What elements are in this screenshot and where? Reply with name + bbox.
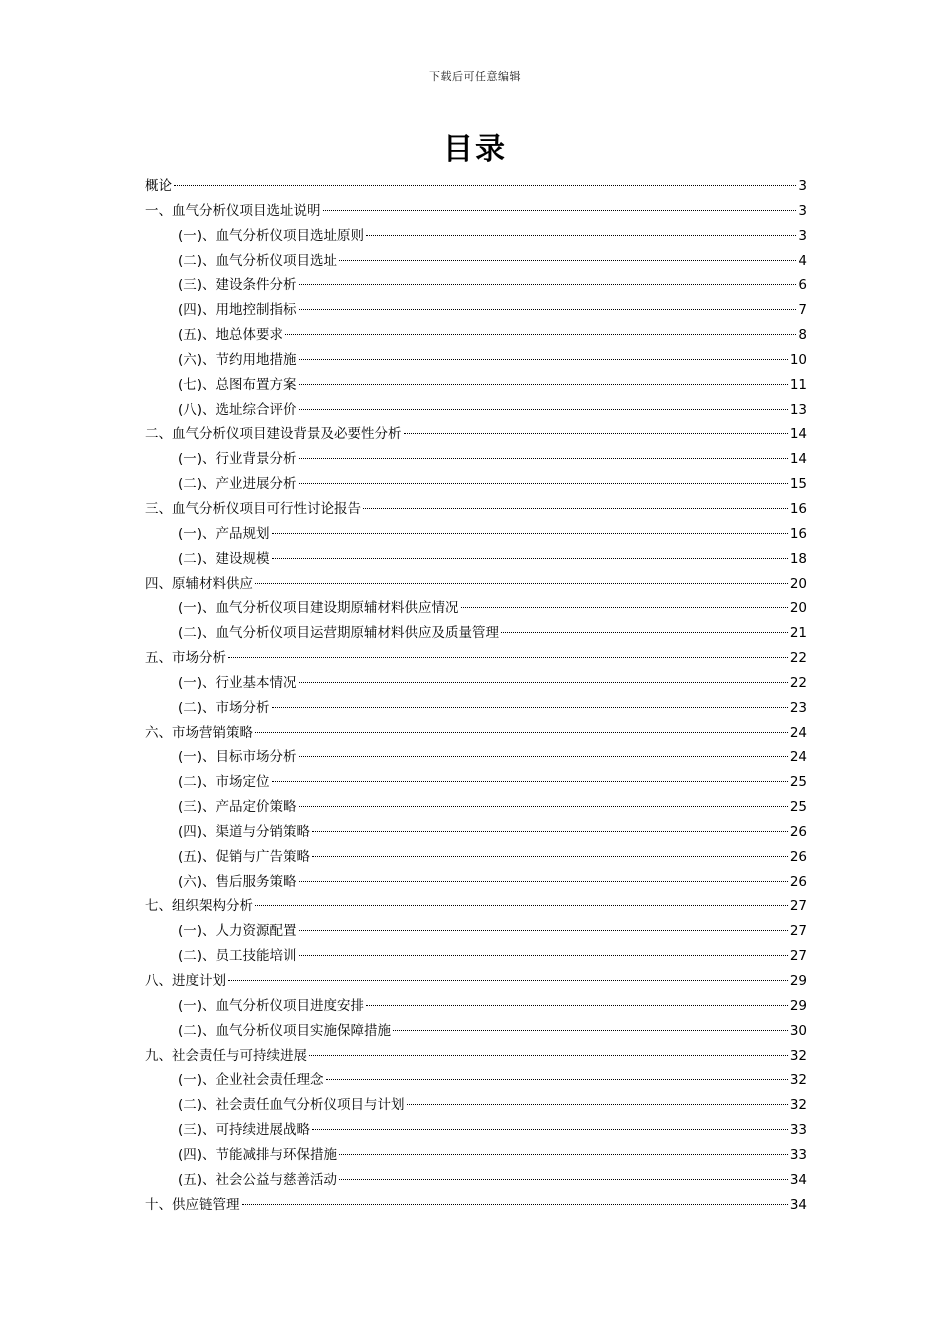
toc-dot-leader xyxy=(255,732,788,733)
toc-entry[interactable] xyxy=(145,919,807,944)
toc-entry-page-number: 26 xyxy=(789,873,807,890)
toc-entry-page-number: 7 xyxy=(798,302,807,319)
toc-entry-label: (五)、地总体要求 xyxy=(178,327,284,344)
toc-entry-page-number: 16 xyxy=(789,500,807,517)
toc-entry-label: (四)、用地控制指标 xyxy=(178,302,297,319)
toc-entry-page-number: 29 xyxy=(789,973,807,989)
toc-entry-page-number: 14 xyxy=(789,451,807,468)
toc-entry-label: (二)、市场定位 xyxy=(178,774,270,791)
toc-entry-page-number: 10 xyxy=(789,351,807,368)
toc-entry-label: 八、进度计划 xyxy=(145,973,226,989)
toc-entry[interactable] xyxy=(145,870,807,895)
toc-entry-label: 三、血气分析仪项目可行性讨论报告 xyxy=(145,500,361,517)
toc-entry-label: 十、供应链管理 xyxy=(145,1196,240,1213)
toc-entry[interactable] xyxy=(145,1143,807,1168)
toc-dot-leader xyxy=(323,210,797,211)
toc-entry[interactable] xyxy=(145,621,807,646)
toc-dot-leader xyxy=(407,1104,788,1105)
toc-entry-page-number: 23 xyxy=(789,699,807,716)
toc-dot-leader xyxy=(366,1005,788,1006)
toc-entry[interactable] xyxy=(145,547,807,572)
toc-entry[interactable] xyxy=(145,596,807,621)
toc-entry[interactable] xyxy=(145,820,807,845)
toc-entry-page-number: 3 xyxy=(798,202,807,219)
table-of-contents xyxy=(145,174,807,1217)
toc-entry-label: (二)、社会责任血气分析仪项目与计划 xyxy=(178,1097,405,1114)
toc-entry-page-number: 33 xyxy=(789,1146,807,1163)
toc-entry-page-number: 14 xyxy=(789,426,807,443)
toc-entry-page-number: 27 xyxy=(789,923,807,940)
toc-entry-page-number: 3 xyxy=(798,178,807,194)
toc-dot-leader xyxy=(326,1079,788,1080)
toc-entry-page-number: 27 xyxy=(789,948,807,965)
toc-entry-label: (一)、血气分析仪项目进度安排 xyxy=(178,997,365,1014)
toc-entry[interactable] xyxy=(145,422,807,447)
toc-dot-leader xyxy=(299,682,788,683)
toc-dot-leader xyxy=(404,433,788,434)
toc-entry-page-number: 6 xyxy=(798,277,807,294)
toc-entry-label: (一)、人力资源配置 xyxy=(178,923,297,940)
toc-entry[interactable] xyxy=(145,894,807,919)
toc-entry-page-number: 32 xyxy=(789,1072,807,1089)
toc-entry-page-number: 32 xyxy=(789,1047,807,1064)
toc-dot-leader xyxy=(299,955,788,956)
toc-entry[interactable] xyxy=(145,1019,807,1044)
toc-entry-label: 二、血气分析仪项目建设背景及必要性分析 xyxy=(145,426,402,443)
toc-dot-leader xyxy=(299,309,797,310)
toc-entry-page-number: 22 xyxy=(789,650,807,667)
toc-entry[interactable] xyxy=(145,1193,807,1218)
toc-entry-page-number: 15 xyxy=(789,476,807,493)
toc-entry[interactable] xyxy=(145,373,807,398)
toc-dot-leader xyxy=(255,905,788,906)
toc-entry-label: (一)、血气分析仪项目建设期原辅材料供应情况 xyxy=(178,600,459,617)
toc-entry-page-number: 27 xyxy=(789,898,807,915)
toc-entry-label: (二)、市场分析 xyxy=(178,699,270,716)
toc-dot-leader xyxy=(339,260,796,261)
toc-entry-page-number: 30 xyxy=(789,1022,807,1039)
toc-entry[interactable] xyxy=(145,1118,807,1143)
toc-title: 目录 xyxy=(443,132,507,167)
toc-dot-leader xyxy=(366,235,796,236)
toc-entry-label: 六、市场营销策略 xyxy=(145,724,253,741)
toc-dot-leader xyxy=(299,483,788,484)
toc-entry[interactable] xyxy=(145,1093,807,1118)
toc-entry-page-number: 22 xyxy=(789,674,807,691)
toc-entry-label: (三)、建设条件分析 xyxy=(178,277,297,294)
toc-entry[interactable] xyxy=(145,1068,807,1093)
toc-dot-leader xyxy=(309,1055,788,1056)
toc-dot-leader xyxy=(312,1129,788,1130)
toc-dot-leader xyxy=(312,856,788,857)
toc-entry-label: 一、血气分析仪项目选址说明 xyxy=(145,202,321,219)
toc-entry-page-number: 34 xyxy=(789,1171,807,1188)
toc-entry[interactable] xyxy=(145,249,807,274)
toc-dot-leader xyxy=(299,458,788,459)
toc-entry[interactable] xyxy=(145,845,807,870)
toc-entry[interactable] xyxy=(145,174,807,199)
toc-dot-leader xyxy=(363,508,788,509)
toc-dot-leader xyxy=(228,980,788,981)
toc-entry[interactable] xyxy=(145,646,807,671)
toc-dot-leader xyxy=(228,657,788,658)
toc-entry-page-number: 21 xyxy=(789,625,807,642)
toc-entry-page-number: 26 xyxy=(789,848,807,865)
toc-dot-leader xyxy=(255,583,788,584)
toc-entry-page-number: 32 xyxy=(789,1097,807,1114)
toc-dot-leader xyxy=(393,1030,788,1031)
toc-dot-leader xyxy=(272,707,788,708)
toc-entry-page-number: 24 xyxy=(789,724,807,741)
toc-entry-label: (一)、企业社会责任理念 xyxy=(178,1072,324,1089)
toc-entry-label: (二)、血气分析仪项目选址 xyxy=(178,252,338,269)
toc-entry[interactable] xyxy=(145,472,807,497)
toc-entry[interactable] xyxy=(145,522,807,547)
toc-dot-leader xyxy=(299,284,797,285)
toc-entry[interactable] xyxy=(145,696,807,721)
toc-entry-page-number: 13 xyxy=(789,401,807,418)
toc-entry-label: (一)、行业基本情况 xyxy=(178,674,297,691)
toc-entry-page-number: 20 xyxy=(789,600,807,617)
toc-entry[interactable] xyxy=(145,298,807,323)
toc-entry-label: (一)、产品规划 xyxy=(178,525,270,542)
toc-entry-label: (六)、节约用地措施 xyxy=(178,351,297,368)
toc-entry-label: (二)、建设规模 xyxy=(178,550,270,567)
toc-dot-leader xyxy=(285,334,796,335)
toc-entry[interactable] xyxy=(145,572,807,597)
toc-dot-leader xyxy=(299,806,788,807)
toc-entry[interactable] xyxy=(145,273,807,298)
toc-entry-label: (二)、血气分析仪项目实施保障措施 xyxy=(178,1022,392,1039)
toc-dot-leader xyxy=(299,756,788,757)
toc-entry[interactable] xyxy=(145,1044,807,1069)
toc-entry[interactable] xyxy=(145,745,807,770)
toc-dot-leader xyxy=(461,607,788,608)
toc-entry[interactable] xyxy=(145,770,807,795)
toc-entry[interactable] xyxy=(145,721,807,746)
toc-entry-label: (六)、售后服务策略 xyxy=(178,873,297,890)
toc-entry-label: 概论 xyxy=(145,178,172,194)
toc-dot-leader xyxy=(299,409,788,410)
header-note: 下载后可任意编辑 xyxy=(429,70,521,83)
toc-entry[interactable] xyxy=(145,969,807,994)
toc-entry-label: (四)、渠道与分销策略 xyxy=(178,823,311,840)
toc-dot-leader xyxy=(299,384,788,385)
toc-entry-label: (三)、可持续进展战略 xyxy=(178,1122,311,1139)
toc-dot-leader xyxy=(299,881,788,882)
toc-entry-label: 九、社会责任与可持续进展 xyxy=(145,1047,307,1064)
toc-entry-page-number: 20 xyxy=(789,575,807,592)
toc-entry-page-number: 18 xyxy=(789,550,807,567)
toc-entry[interactable] xyxy=(145,398,807,423)
toc-dot-leader xyxy=(174,185,796,186)
toc-entry[interactable] xyxy=(145,795,807,820)
toc-entry[interactable] xyxy=(145,199,807,224)
toc-entry-page-number: 29 xyxy=(789,997,807,1014)
toc-entry[interactable] xyxy=(145,671,807,696)
toc-entry-label: 五、市场分析 xyxy=(145,650,226,667)
toc-entry[interactable] xyxy=(145,497,807,522)
toc-entry-label: 四、原辅材料供应 xyxy=(145,575,253,592)
toc-entry-page-number: 25 xyxy=(789,774,807,791)
toc-entry-page-number: 25 xyxy=(789,799,807,816)
toc-dot-leader xyxy=(272,533,788,534)
toc-entry[interactable] xyxy=(145,348,807,373)
toc-entry[interactable] xyxy=(145,1168,807,1193)
toc-entry-label: (一)、行业背景分析 xyxy=(178,451,297,468)
toc-dot-leader xyxy=(272,781,788,782)
toc-entry-label: (七)、总图布置方案 xyxy=(178,376,297,393)
toc-entry-page-number: 16 xyxy=(789,525,807,542)
toc-entry-label: (四)、节能减排与环保措施 xyxy=(178,1146,338,1163)
toc-entry-label: (一)、目标市场分析 xyxy=(178,749,297,766)
toc-entry[interactable] xyxy=(145,944,807,969)
toc-entry[interactable] xyxy=(145,994,807,1019)
toc-dot-leader xyxy=(299,359,788,360)
toc-entry-label: (一)、血气分析仪项目选址原则 xyxy=(178,227,365,244)
toc-entry-label: (二)、血气分析仪项目运营期原辅材料供应及质量管理 xyxy=(178,625,500,642)
toc-dot-leader xyxy=(242,1204,788,1205)
toc-entry-page-number: 34 xyxy=(789,1196,807,1213)
toc-dot-leader xyxy=(299,930,788,931)
toc-dot-leader xyxy=(312,831,788,832)
toc-entry-page-number: 24 xyxy=(789,749,807,766)
toc-entry-page-number: 3 xyxy=(798,227,807,244)
toc-entry-label: (五)、社会公益与慈善活动 xyxy=(178,1171,338,1188)
toc-entry-page-number: 11 xyxy=(789,376,807,393)
toc-entry[interactable] xyxy=(145,323,807,348)
toc-entry-label: (二)、员工技能培训 xyxy=(178,948,297,965)
toc-dot-leader xyxy=(501,632,788,633)
toc-entry-page-number: 33 xyxy=(789,1122,807,1139)
toc-entry-label: (二)、产业进展分析 xyxy=(178,476,297,493)
toc-dot-leader xyxy=(272,558,788,559)
toc-dot-leader xyxy=(339,1179,788,1180)
toc-entry[interactable] xyxy=(145,447,807,472)
toc-entry-page-number: 26 xyxy=(789,823,807,840)
toc-entry-page-number: 8 xyxy=(798,327,807,344)
toc-entry[interactable] xyxy=(145,224,807,249)
toc-entry-label: (三)、产品定价策略 xyxy=(178,799,297,816)
toc-entry-label: 七、组织架构分析 xyxy=(145,898,253,915)
toc-entry-label: (八)、选址综合评价 xyxy=(178,401,297,418)
toc-entry-label: (五)、促销与广告策略 xyxy=(178,848,311,865)
toc-entry-page-number: 4 xyxy=(798,252,807,269)
toc-dot-leader xyxy=(339,1154,788,1155)
